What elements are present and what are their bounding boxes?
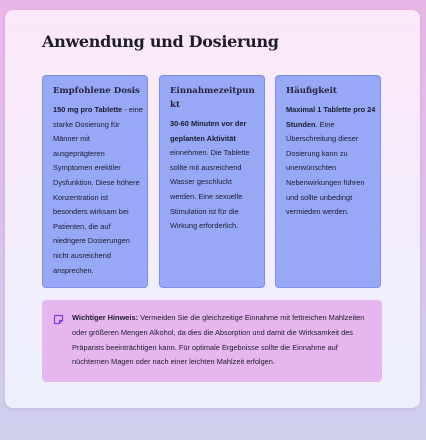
section-title: Anwendung und Dosierung xyxy=(42,32,279,51)
card-text: einnehmen. Die Tablette sollte mit ausreichend Wasser geschluckt werden. Eine sexuelle Stimulation ist für die Wirkung erforderlich. xyxy=(170,148,250,231)
card-title: Empfohlene Dosis xyxy=(53,86,140,96)
notice-text xyxy=(72,311,374,370)
dosage-section xyxy=(5,10,420,408)
notice-body: Vermeiden Sie die gleichzeitige Einnahme mit fettreichen Mahlzeiten oder größeren Mengen Alkohol, da dies die Absorption und damit die Wirksamkeit des Präparats beeinträchtigen kann. Für optimale Ergebnisse sollte die Einnahme auf nüchternen Magen oder nach einer leichten Mahlzeit erfolgen. xyxy=(72,313,365,367)
card-highlight: Maximal 1 Tablette pro 24 Stunden xyxy=(286,105,376,129)
card-highlight: 30-60 Minuten vor der geplanten Aktivität xyxy=(170,119,247,143)
note-icon xyxy=(53,312,64,323)
card-highlight: 150 mg pro Tablette xyxy=(53,105,123,114)
card-recommended-dose xyxy=(42,75,148,288)
important-notice xyxy=(42,300,382,382)
notice-label: Wichtiger Hinweis: xyxy=(72,313,139,322)
card-intake-timing xyxy=(159,75,265,288)
card-body xyxy=(53,103,143,278)
card-frequency xyxy=(275,75,381,288)
card-body xyxy=(286,103,376,220)
card-body xyxy=(170,117,260,234)
card-title: Häufigkeit xyxy=(286,86,337,96)
card-text: . Eine Überschreitung dieser Dosierung kann zu unerwünschten Nebenwirkungen führen und sollte unbedingt vermieden werden. xyxy=(286,119,365,217)
card-title: Einnahmezeitpunkt xyxy=(170,86,255,110)
card-text: - eine starke Dosierung für Männer mit ausgeprägteren Symptomen erektiler Dysfunktion. Diese höhere Konzentration ist besonders wirksam bei Patienten, die auf niedrigere Dosierungen nicht ausreichend ansprechen. xyxy=(53,105,143,275)
